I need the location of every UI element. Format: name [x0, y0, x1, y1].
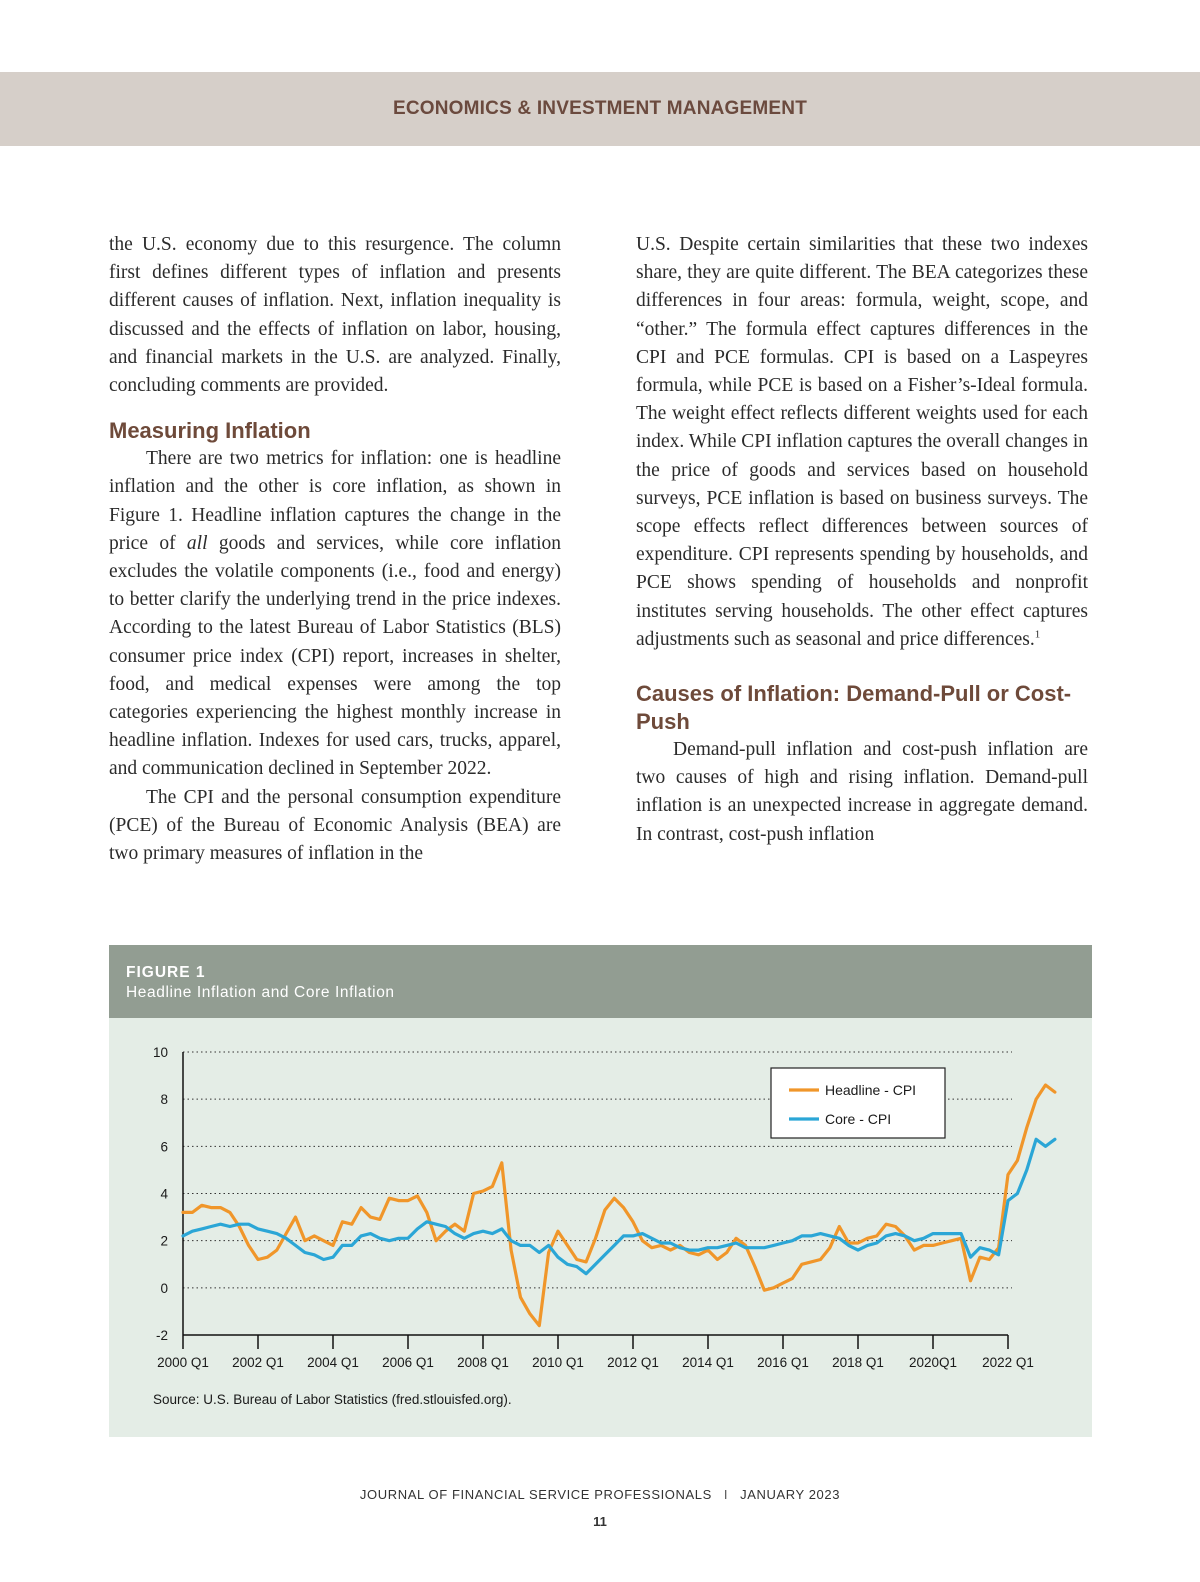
- y-tick-label: 8: [160, 1092, 168, 1108]
- paragraph: Demand-pull inflation and cost-push inflation are two causes of high and rising inflation. Demand-pull inflation is an unexpected increase in aggregate demand. In contrast, cost-push inflation: [636, 739, 1088, 845]
- journal-footer: [0, 1487, 1200, 1502]
- journal-name: JOURNAL OF FINANCIAL SERVICE PROFESSIONALS: [359, 1487, 712, 1502]
- x-tick-label: 2022 Q1: [982, 1355, 1034, 1370]
- legend-label: Headline - CPI: [825, 1082, 917, 1098]
- x-tick-label: 2006 Q1: [382, 1355, 434, 1370]
- paragraph: There are two metrics for inflation: one is headline inflation and the other is core inflation, as shown in Figure 1. Headline inflation captures the change in the price of all goods and services, while core inflation excludes the volatile components (i.e., food and energy) to better clarify the underlying trend in the price indexes. According to the latest Bureau of Labor Statistics (BLS) consumer price index (CPI) report, increases in shelter, food, and medical expenses were among the top categories experiencing the highest monthly increase in headline inflation. Indexes for used cars, trucks, apparel, and communication declined in September 2022.: [109, 448, 561, 780]
- figure-1: [109, 945, 1092, 1437]
- paragraph: U.S. Despite certain similarities that these two indexes share, they are quite different. The BEA categorizes these differences in four areas: formula, weight, scope, and “other.” The formula effect captures differences in the CPI and PCE formulas. CPI is based on a Laspeyres formula, while PCE is based on a Fisher’s-Ideal formula. The weight effect reflects different weights used for each index. While CPI inflation captures the overall changes in the price of goods and services based on household surveys, PCE inflation is based on business surveys. The scope effects reflect differences between sources of expenditure. CPI represents spending by households, and PCE shows spending of households and nonprofit institutes serving households. The other effect captures adjustments such as seasonal and price differences.$^1$: [636, 234, 1088, 650]
- inflation-line-chart: [109, 1018, 1092, 1388]
- y-tick-label: -2: [155, 1328, 168, 1343]
- x-tick-label: 2010 Q1: [532, 1355, 584, 1370]
- page-number: 11: [593, 1514, 607, 1529]
- section-banner: [0, 72, 1200, 146]
- y-tick-label: 6: [160, 1139, 168, 1155]
- x-tick-label: 2012 Q1: [607, 1355, 659, 1370]
- x-tick-label: 2004 Q1: [307, 1355, 359, 1370]
- figure-label: FIGURE 1: [126, 964, 206, 981]
- legend-label: Core - CPI: [825, 1111, 892, 1127]
- x-tick-label: 2016 Q1: [757, 1355, 809, 1370]
- emphasis: all: [186, 532, 208, 554]
- footnote-marker: 1: [1034, 628, 1041, 641]
- issue-date: JANUARY 2023: [740, 1487, 841, 1502]
- figure-header: [109, 945, 1092, 1018]
- paragraph: The CPI and the personal consumption expenditure (PCE) of the Bureau of Economic Analysis (BEA) are two primary measures of inflation in the: [109, 786, 561, 865]
- left-column: [109, 231, 561, 868]
- paragraph: the U.S. economy due to this resurgence. The column first defines different types of inflation and presents different causes of inflation. Next, inflation inequality is discussed and the effects of inflation on labor, housing, and financial markets in the U.S. are analyzed. Finally, concluding comments are provided.: [109, 234, 561, 397]
- y-tick-label: 10: [152, 1045, 168, 1060]
- y-tick-label: 0: [160, 1280, 168, 1296]
- section-title: ECONOMICS & INVESTMENT MANAGEMENT: [392, 98, 808, 119]
- figure-source: Source: U.S. Bureau of Labor Statistics (fred.stlouisfed.org).: [153, 1392, 512, 1407]
- right-column: [636, 231, 1088, 849]
- y-tick-label: 2: [160, 1233, 168, 1249]
- section-heading-measuring-inflation: Measuring Inflation: [109, 418, 311, 444]
- core-cpi-line: [183, 1139, 1055, 1273]
- footer-separator: I: [723, 1487, 729, 1502]
- x-tick-label: 2014 Q1: [682, 1355, 734, 1370]
- y-tick-label: 4: [160, 1186, 168, 1202]
- legend-box: [771, 1068, 945, 1138]
- x-tick-label: 2020Q1: [908, 1355, 958, 1370]
- x-tick-label: 2002 Q1: [232, 1355, 284, 1370]
- x-tick-label: 2000 Q1: [157, 1355, 209, 1370]
- figure-caption: Headline Inflation and Core Inflation: [126, 984, 395, 1001]
- x-tick-label: 2008 Q1: [457, 1355, 509, 1370]
- x-tick-label: 2018 Q1: [832, 1355, 884, 1370]
- section-heading-causes-of-inflation: Causes of Inflation: Demand-Pull or Cost-Push: [636, 681, 1072, 735]
